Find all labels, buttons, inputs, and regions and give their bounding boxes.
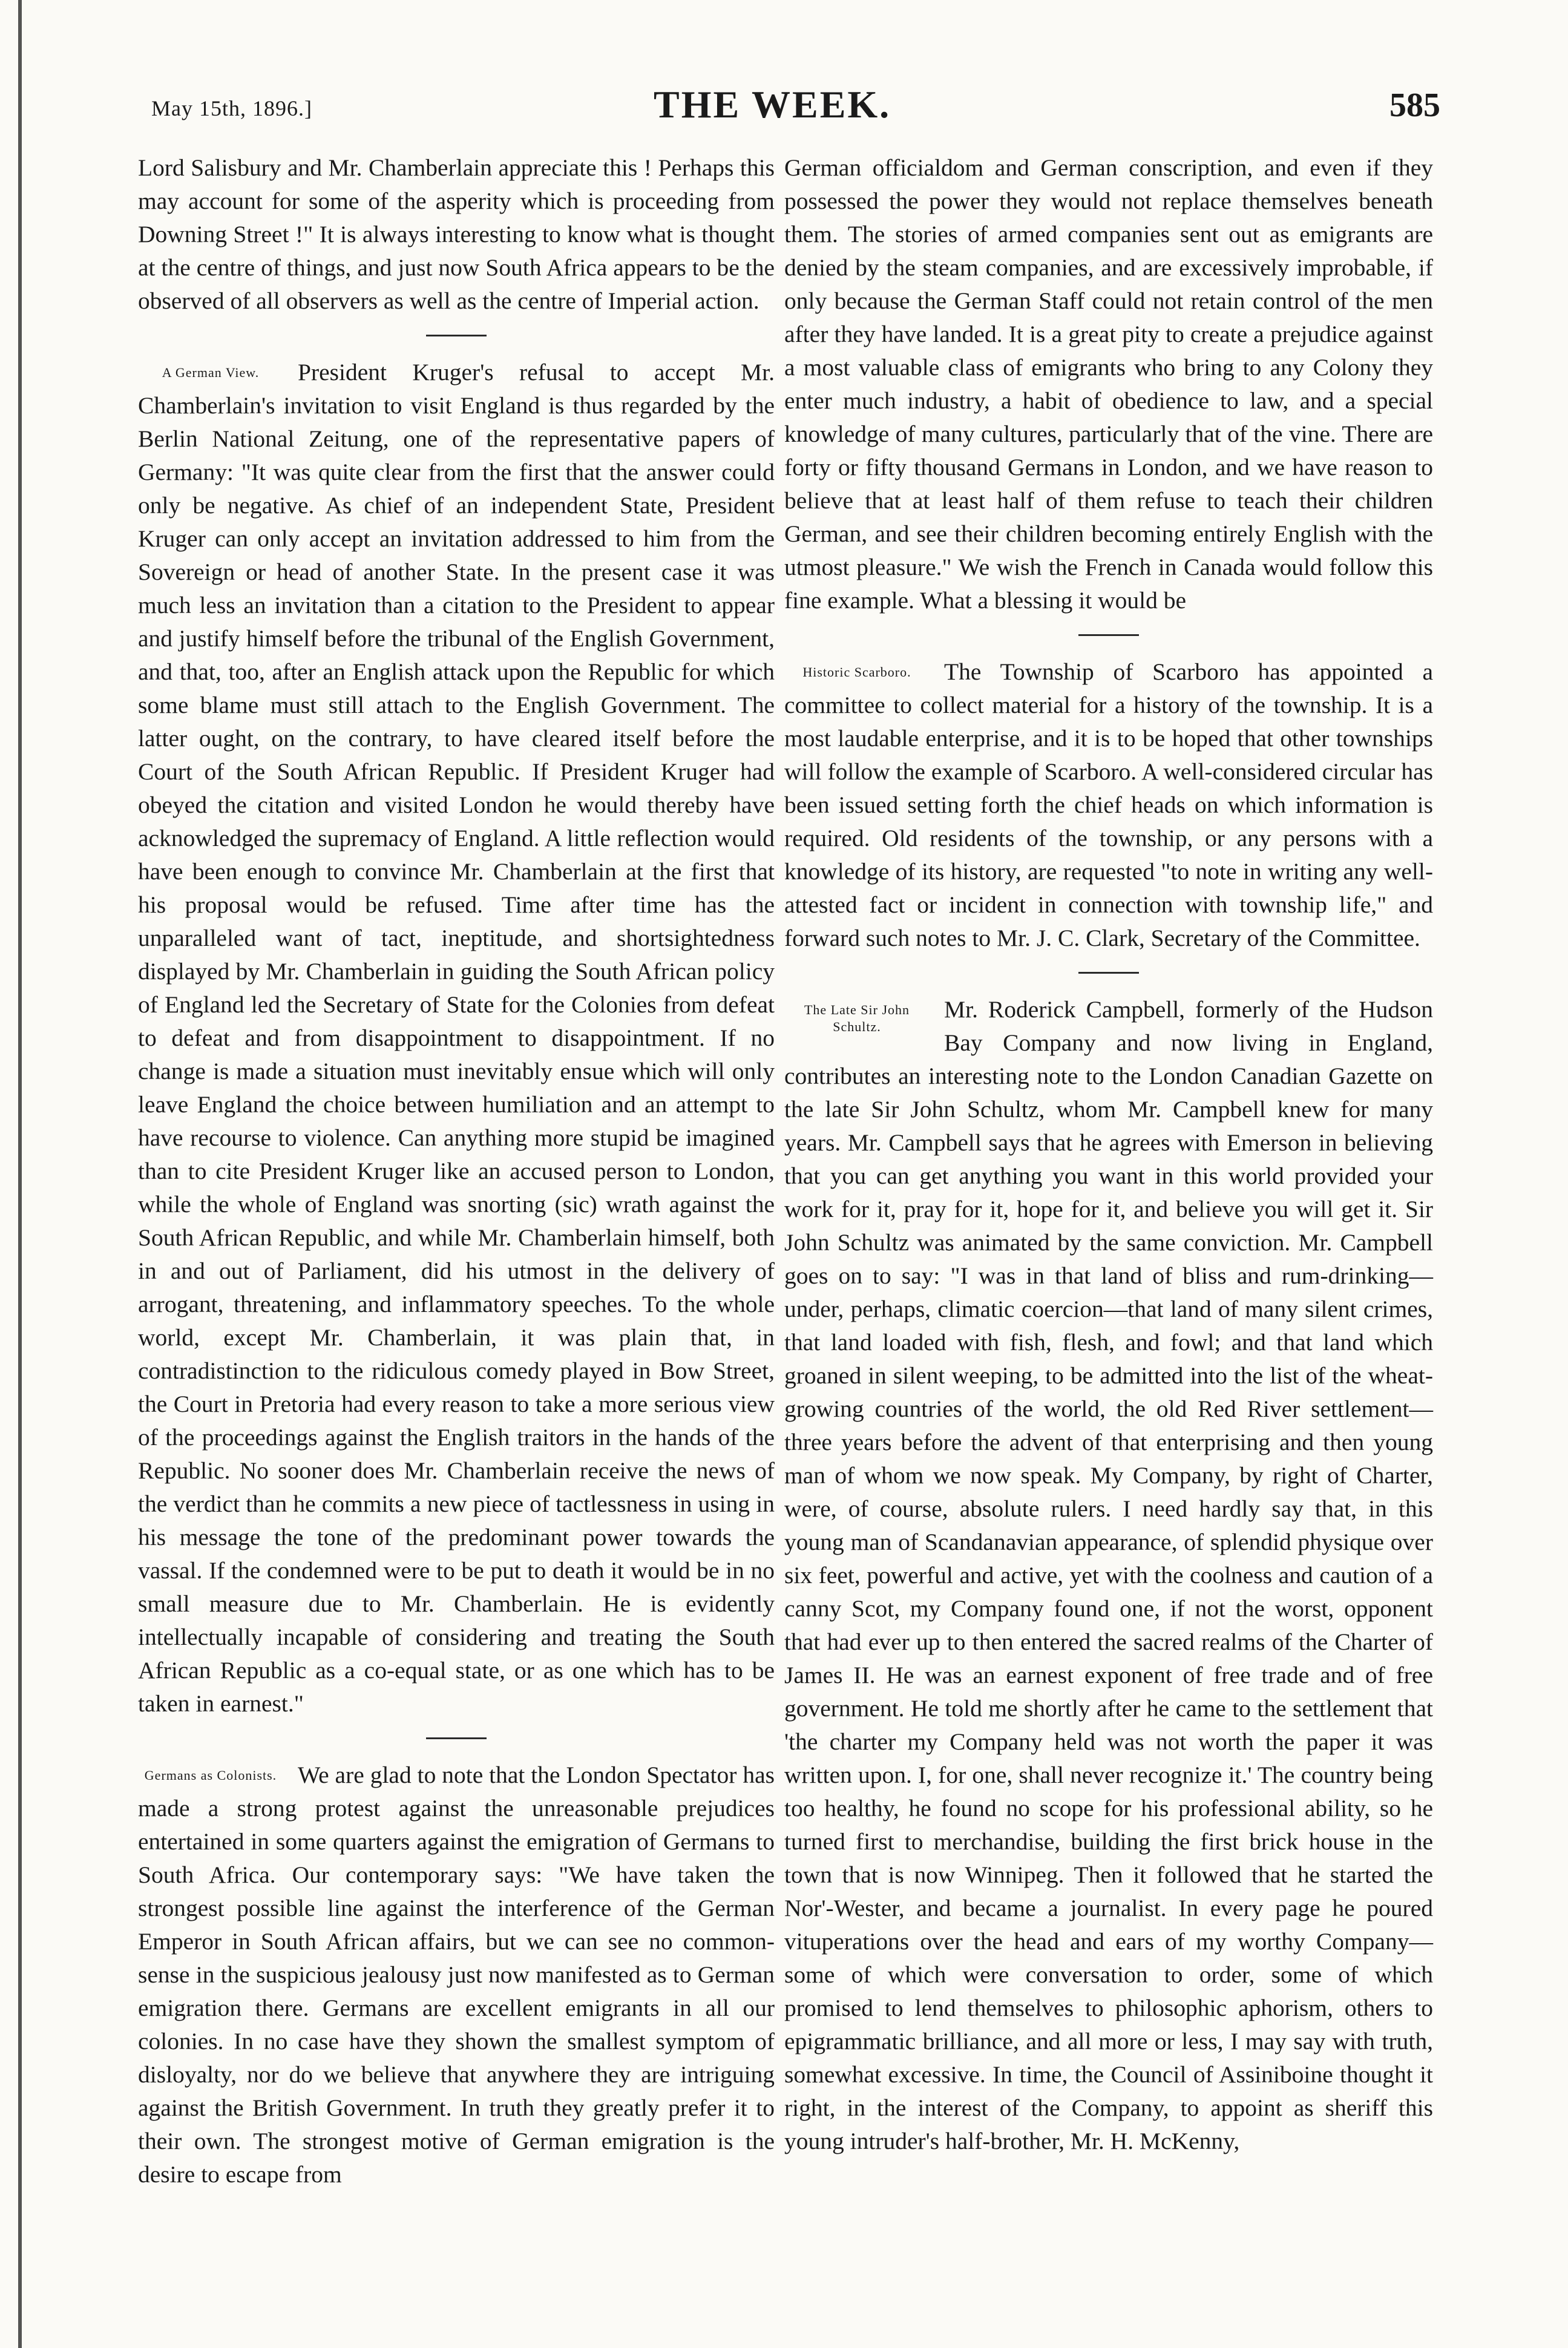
article-historic-scarboro bbox=[784, 655, 1433, 955]
article-text: Mr. Roderick Campbell, formerly of the Hudson Bay Company and now living in England, contributes an interesting note to the London Canadian Gazette on the late Sir John Schultz, whom Mr. Campbell knew for many years. Mr. Campbell says that he agrees with Emerson in believing that you can get anything you want in this world provided your work for it, pray for it, hope for it, and believe you will get it. Sir John Schultz was animated by the same conviction. Mr. Campbell goes on to say: "I was in that land of bliss and rum-drinking—under, perhaps, climatic coercion—that land of many silent crimes, that land loaded with fish, flesh, and fowl; and that land which groaned in silent weeping, to be admitted into the list of the wheat-growing countries of the world, the old Red River settlement—three years before the advent of that enterprising and then young man of whom we now speak. My Company, by right of Charter, were, of course, absolute rulers. I need hardly say that, in this young man of Scandanavian appearance, of splendid physique over six feet, powerful and active, yet with the coolness and caution of a canny Scot, my Company found one, if not the worst, opponent that had ever up to then entered the sacred realms of the Charter of James II. He was an earnest exponent of free trade and of free government. He told me shortly after he came to the settlement that 'the charter my Company held was not worth the paper it was written upon. I, for one, shall never recognize it.' The country being too healthy, he found no scope for his professional ability, so he turned first to merchandise, building the first brick house in the town that is now Winnipeg. Then it followed that he started the Nor'-Wester, and became a journalist. In every page he poured vituperations over the head and ears of my worthy Company—some of which were conversation to order, some of which promised to lend themselves to philosophic aphorism, others to epigrammatic brilliance, and all more or less, I may say with truth, somewhat excessive. In time, the Council of Assiniboine thought it right, in the interest of the Company, to appoint as sheriff this young intruder's half-brother, Mr. H. McKenny, bbox=[784, 996, 1433, 2154]
side-heading: A German View. bbox=[162, 365, 260, 380]
issue-date: May 15th, 1896.] bbox=[151, 96, 312, 120]
side-heading: The Late Sir John Schultz. bbox=[804, 1002, 910, 1034]
article-text: We are glad to note that the London Spectator has made a strong protest against the unreasonable prejudices entertained in some quarters against the emigration of Germans to South Africa. Our contemporary says: "We have taken the strongest possible line against the interference of the German Emperor in South African affairs, but we can see no common-sense in the suspicious jealousy just now manifested as to German emigration there. Germans are excellent emigrants in all our colonies. In no case have they shown the smallest symptom of disloyalty, nor do we believe that anywhere they are intriguing against the British Government. In truth they greatly prefer it to their own. The strongest motive of German emigration is the desire to escape from bbox=[138, 1762, 775, 2188]
section-divider bbox=[1078, 634, 1139, 636]
page-header bbox=[109, 79, 1440, 127]
intro-paragraph: Lord Salisbury and Mr. Chamberlain appreciate this ! Perhaps this may account for some of the asperity which is proceeding from Downing Street !" It is always interesting to know what is thought at the centre of things, and just now South Africa appears to be the observed of all observers as well as the centre of Imperial action. bbox=[138, 154, 775, 314]
article-germans-as-colonists bbox=[138, 1759, 775, 2191]
section-divider bbox=[1078, 972, 1139, 974]
article-text: The Township of Scarboro has appointed a committee to collect material for a history of the township. It is a most laudable enterprise, and it is to be hoped that other townships will follow the example of Scarboro. A well-considered circular has been issued setting forth the chief heads on which information is required. Old residents of the township, or any persons with a knowledge of its history, are requested "to note in writing any well-attested fact or incident in connection with township life," and forward such notes to Mr. J. C. Clark, Secretary of the Committee. bbox=[784, 658, 1433, 951]
left-column bbox=[138, 151, 775, 2191]
right-column bbox=[784, 151, 1433, 2158]
masthead-title: THE WEEK. bbox=[654, 83, 891, 126]
binding-edge bbox=[18, 0, 22, 2348]
page-number: 585 bbox=[1389, 87, 1440, 124]
continued-text: German officialdom and German conscription, and even if they possessed the power they would not replace themselves beneath them. The stories of armed companies sent out as emigrants are denied by the steam companies, and are excessively improbable, if only because the German Staff could not retain control of the men after they have landed. It is a great pity to create a prejudice against a most valuable class of emigrants who bring to any Colony they enter much industry, a habit of obedience to law, and a special knowledge of many cultures, particularly that of the vine. There are forty or fifty thousand Germans in London, and we have reason to believe that at least half of them refuse to teach their children German, and see their children becoming entirely English with the utmost pleasure." We wish the French in Canada would follow this fine example. What a blessing it would be bbox=[784, 154, 1433, 614]
article-sir-john-schultz bbox=[784, 993, 1433, 2158]
article-text: President Kruger's refusal to accept Mr. Chamberlain's invitation to visit England is thus regarded by the Berlin National Zeitung, one of the representative papers of Germany: "It was quite clear from the first that the answer could only be negative. As chief of an independent State, President Kruger can only accept an invitation addressed to him from the Sovereign or head of another State. In the present case it was much less an invitation than a citation to the President to appear and justify himself before the tribunal of the English Government, and that, too, after an English attack upon the Republic for which some blame must still attach to the English Government. The latter ought, on the contrary, to have cleared itself before the Court of the South African Republic. If President Kruger had obeyed the citation and visited London he would thereby have acknowledged the supremacy of England. A little reflection would have been enough to convince Mr. Chamberlain at the first that his proposal would be refused. Time after time has the unparalleled want of tact, ineptitude, and shortsightedness displayed by Mr. Chamberlain in guiding the South African policy of England led the Secretary of State for the Colonies from defeat to defeat and from disappointment to disappointment. If no change is made a situation must inevitably ensue which will only leave England the choice between humiliation and an attempt to have recourse to violence. Can anything more stupid be imagined than to cite President Kruger like an accused person to London, while the whole of England was snorting (sic) wrath against the South African Republic, and while Mr. Chamberlain himself, both in and out of Parliament, did his utmost in the delivery of arrogant, threatening, and inflammatory speeches. To the whole world, except Mr. Chamberlain, it was plain that, in contradistinction to the ridiculous comedy played in Bow Street, the Court in Pretoria had every reason to take a more serious view of the proceedings against the English traitors in the hands of the Republic. No sooner does Mr. Chamberlain receive the news of the verdict than he commits a new piece of tactlessness in using in his message the tone of the predominant power towards the vassal. If the condemned were to be put to death it would be in no small measure due to Mr. Chamberlain. He is evidently intellectually incapable of considering and treating the South African Republic as a co-equal state, or as one which has to be taken in earnest." bbox=[138, 359, 775, 1717]
side-heading: Germans as Colonists. bbox=[144, 1768, 277, 1783]
article-german-view bbox=[138, 356, 775, 1720]
section-divider bbox=[426, 335, 487, 336]
side-heading: Historic Scarboro. bbox=[802, 664, 911, 680]
section-divider bbox=[426, 1737, 487, 1739]
